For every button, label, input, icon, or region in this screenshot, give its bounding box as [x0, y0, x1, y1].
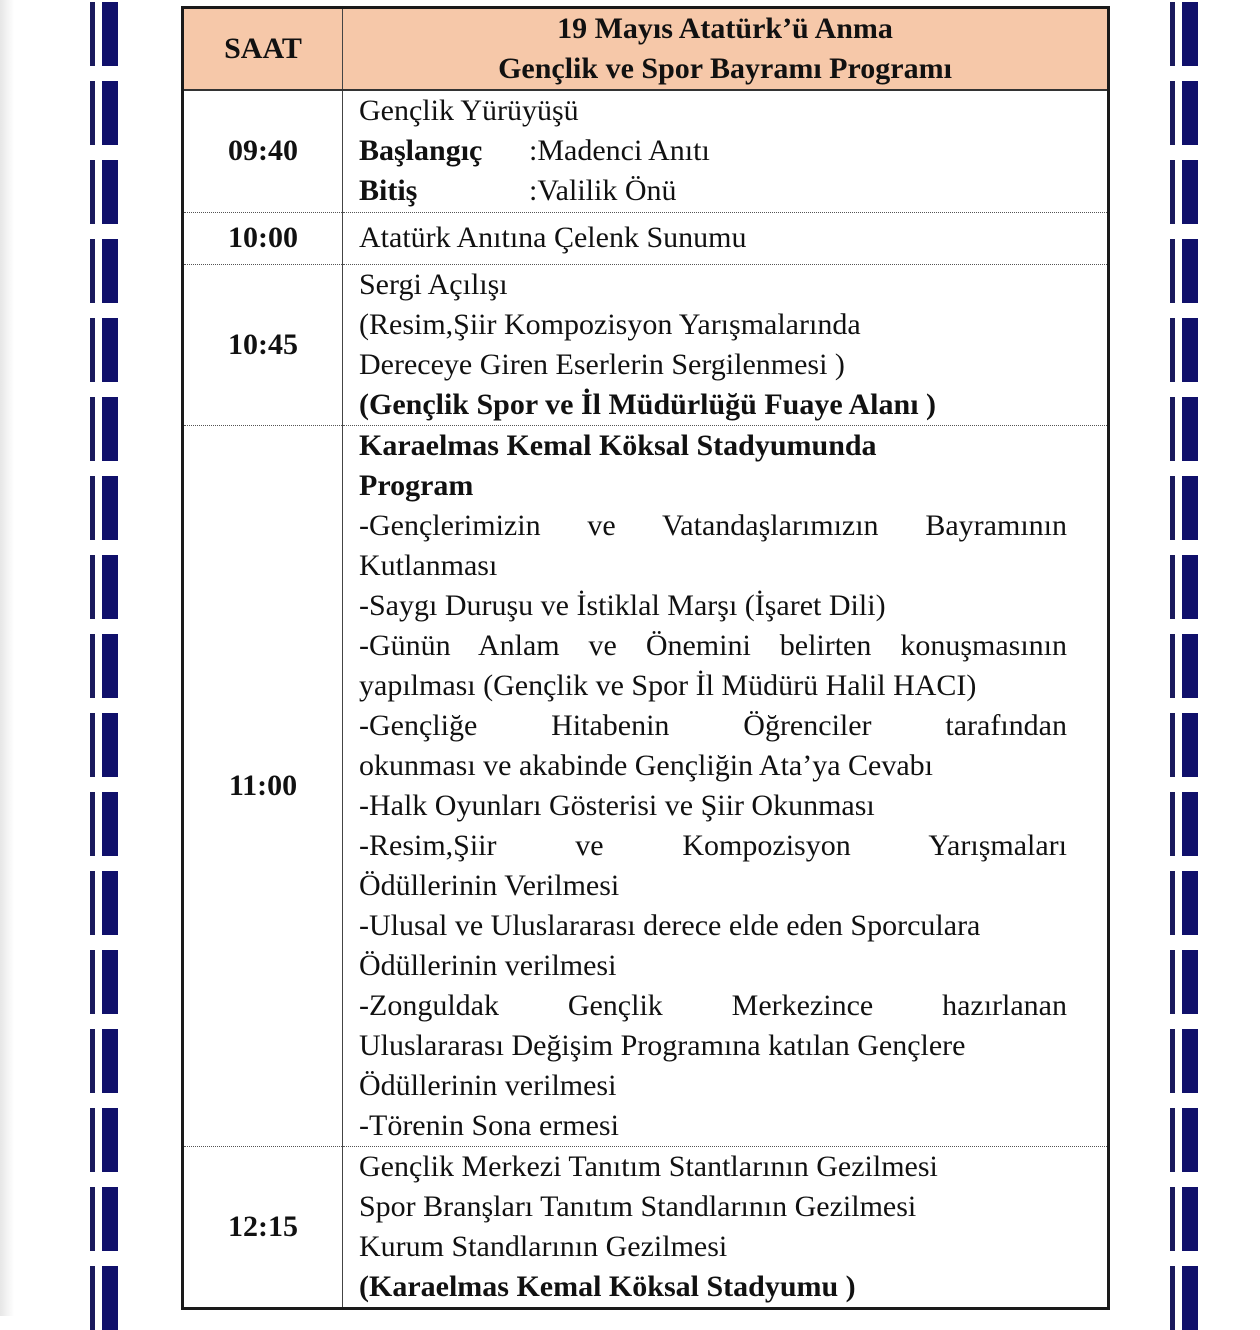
border-thin-bar: [90, 239, 95, 303]
row-line: -Halk Oyunları Gösterisi ve Şiir Okunması: [359, 788, 875, 822]
border-thin-bar: [90, 318, 95, 382]
time-cell: 12:15: [183, 1146, 343, 1308]
row-line: Kurum Standlarının Gezilmesi: [359, 1229, 728, 1263]
border-thick-bar: [1182, 950, 1198, 1014]
border-thick-bar: [102, 1029, 118, 1093]
border-thick-bar: [1182, 1029, 1198, 1093]
time-cell: 10:45: [183, 264, 343, 425]
row-line: Uluslararası Değişim Programına katılan Gençlere: [359, 1028, 966, 1062]
content-cell: [343, 90, 1109, 212]
table-header-row: [183, 8, 1109, 91]
border-thin-bar: [1170, 713, 1175, 777]
row-line: Kutlanması: [359, 548, 498, 582]
row-line: Spor Branşları Tanıtım Standlarının Gezilmesi: [359, 1189, 917, 1223]
border-segment: [1170, 555, 1200, 619]
border-thick-bar: [1182, 1108, 1198, 1172]
page-edge-shadow: [0, 0, 14, 1316]
border-thick-bar: [1182, 160, 1198, 224]
row-line: Gençlik Merkezi Tanıtım Stantlarının Gezilmesi: [359, 1149, 938, 1183]
time-cell: 11:00: [183, 425, 343, 1146]
border-thin-bar: [90, 950, 95, 1014]
border-thin-bar: [90, 792, 95, 856]
border-thick-bar: [1182, 555, 1198, 619]
border-thick-bar: [102, 792, 118, 856]
content-cell: [343, 264, 1109, 425]
border-thick-bar: [102, 1187, 118, 1251]
border-thin-bar: [90, 2, 95, 66]
content-cell: [343, 425, 1109, 1146]
border-thick-bar: [102, 476, 118, 540]
border-thin-bar: [1170, 871, 1175, 935]
border-thick-bar: [1182, 2, 1198, 66]
border-segment: [1170, 950, 1200, 1014]
end-label: Bitiş: [359, 174, 418, 208]
border-segment: [1170, 81, 1200, 145]
border-thin-bar: [90, 1187, 95, 1251]
border-thick-bar: [102, 397, 118, 461]
border-segment: [90, 239, 120, 303]
border-thin-bar: [1170, 1029, 1175, 1093]
table-row: [183, 264, 1109, 425]
border-segment: [1170, 2, 1200, 66]
border-thick-bar: [1182, 81, 1198, 145]
program-table: [181, 6, 1110, 1310]
border-segment: [90, 160, 120, 224]
border-thin-bar: [1170, 1108, 1175, 1172]
border-thin-bar: [90, 1108, 95, 1172]
border-thin-bar: [1170, 81, 1175, 145]
time-cell: 10:00: [183, 212, 343, 264]
border-segment: [90, 871, 120, 935]
row-line: yapılması (Gençlik ve Spor İl Müdürü Halil HACI): [359, 668, 977, 702]
row-line: -Günün Anlam ve Önemini belirten konuşmasının: [359, 628, 1067, 662]
border-thin-bar: [1170, 397, 1175, 461]
start-label: Başlangıç: [359, 134, 483, 168]
border-thin-bar: [1170, 792, 1175, 856]
border-segment: [1170, 318, 1200, 382]
border-segment: [1170, 792, 1200, 856]
border-thick-bar: [102, 2, 118, 66]
border-segment: [1170, 1266, 1200, 1330]
border-thick-bar: [1182, 792, 1198, 856]
border-thin-bar: [90, 1029, 95, 1093]
border-thin-bar: [1170, 1187, 1175, 1251]
border-thin-bar: [90, 634, 95, 698]
border-thick-bar: [1182, 318, 1198, 382]
start-line: [359, 131, 1067, 171]
location-line: (Gençlik Spor ve İl Müdürlüğü Fuaye Alanı ): [359, 387, 937, 421]
border-segment: [90, 81, 120, 145]
border-thick-bar: [1182, 713, 1198, 777]
border-segment: [1170, 713, 1200, 777]
border-thin-bar: [90, 1266, 95, 1330]
border-thin-bar: [90, 81, 95, 145]
row-line: Ödüllerinin verilmesi: [359, 1068, 617, 1102]
border-thick-bar: [1182, 871, 1198, 935]
border-segment: [1170, 1108, 1200, 1172]
title-line-1: 19 Mayıs Atatürk’ü Anma: [557, 12, 893, 45]
content-cell: [343, 212, 1109, 264]
border-segment: [90, 792, 120, 856]
border-segment: [90, 318, 120, 382]
border-thick-bar: [1182, 1266, 1198, 1330]
border-thin-bar: [90, 160, 95, 224]
program-title: [343, 8, 1109, 91]
border-thick-bar: [102, 1108, 118, 1172]
row-line: Dereceye Giren Eserlerin Sergilenmesi ): [359, 347, 845, 381]
row-heading: Program: [359, 468, 474, 502]
border-thick-bar: [1182, 1187, 1198, 1251]
time-cell: 09:40: [183, 90, 343, 212]
border-thin-bar: [1170, 950, 1175, 1014]
right-decorative-border: [1170, 0, 1200, 1316]
saat-header: SAAT: [183, 8, 343, 91]
border-segment: [1170, 1029, 1200, 1093]
row-line: Sergi Açılışı: [359, 267, 508, 301]
border-thin-bar: [90, 555, 95, 619]
table-row: [183, 1146, 1109, 1308]
row-line: -Törenin Sona ermesi: [359, 1108, 619, 1142]
border-segment: [90, 1108, 120, 1172]
border-thick-bar: [102, 950, 118, 1014]
border-thin-bar: [90, 397, 95, 461]
left-decorative-border: [90, 0, 120, 1316]
border-thick-bar: [102, 239, 118, 303]
border-thick-bar: [102, 871, 118, 935]
border-segment: [90, 1029, 120, 1093]
border-thick-bar: [102, 160, 118, 224]
border-thin-bar: [90, 871, 95, 935]
border-segment: [90, 555, 120, 619]
border-thin-bar: [1170, 2, 1175, 66]
border-thin-bar: [90, 713, 95, 777]
border-thick-bar: [1182, 634, 1198, 698]
border-thin-bar: [1170, 476, 1175, 540]
border-thick-bar: [102, 713, 118, 777]
border-thin-bar: [1170, 555, 1175, 619]
row-line: Ödüllerinin Verilmesi: [359, 868, 620, 902]
border-segment: [1170, 160, 1200, 224]
content-cell: [343, 1146, 1109, 1308]
row-line: okunması ve akabinde Gençliğin Ata’ya Cevabı: [359, 748, 933, 782]
border-segment: [90, 476, 120, 540]
title-line-2: Gençlik ve Spor Bayramı Programı: [498, 52, 952, 85]
row-line: Ödüllerinin verilmesi: [359, 948, 617, 982]
table-row: [183, 212, 1109, 264]
border-segment: [1170, 871, 1200, 935]
border-segment: [1170, 634, 1200, 698]
row-line: -Gençliğe Hitabenin Öğrenciler tarafından: [359, 708, 1067, 742]
border-thick-bar: [1182, 239, 1198, 303]
border-segment: [90, 397, 120, 461]
row-line: -Zonguldak Gençlik Merkezince hazırlanan: [359, 988, 1067, 1022]
border-thick-bar: [102, 1266, 118, 1330]
border-segment: [1170, 476, 1200, 540]
border-thick-bar: [102, 634, 118, 698]
location-line: (Karaelmas Kemal Köksal Stadyumu ): [359, 1269, 856, 1303]
border-segment: [1170, 397, 1200, 461]
table-row: [183, 425, 1109, 1146]
border-segment: [90, 950, 120, 1014]
row-line: -Gençlerimizin ve Vatandaşlarımızın Bayramının: [359, 508, 1067, 542]
border-thin-bar: [1170, 318, 1175, 382]
border-thick-bar: [1182, 476, 1198, 540]
border-thin-bar: [1170, 239, 1175, 303]
row-line: (Resim,Şiir Kompozisyon Yarışmalarında: [359, 307, 861, 341]
row-text: Atatürk Anıtına Çelenk Sunumu: [359, 221, 747, 254]
row-line: -Ulusal ve Uluslararası derece elde eden Sporculara: [359, 908, 981, 942]
border-segment: [90, 634, 120, 698]
border-segment: [90, 2, 120, 66]
border-thick-bar: [1182, 397, 1198, 461]
border-thin-bar: [1170, 160, 1175, 224]
border-segment: [90, 1187, 120, 1251]
row-heading: Karaelmas Kemal Köksal Stadyumunda: [359, 428, 877, 462]
row-title: Gençlik Yürüyüşü: [359, 94, 579, 128]
border-segment: [1170, 1187, 1200, 1251]
end-line: [359, 171, 1067, 211]
border-segment: [90, 713, 120, 777]
border-segment: [90, 1266, 120, 1330]
row-line: -Resim,Şiir ve Kompozisyon Yarışmaları: [359, 828, 1067, 862]
border-thick-bar: [102, 555, 118, 619]
start-value: :Madenci Anıtı: [529, 134, 710, 168]
border-thin-bar: [1170, 634, 1175, 698]
border-segment: [1170, 239, 1200, 303]
row-line: -Saygı Duruşu ve İstiklal Marşı (İşaret Dili): [359, 588, 886, 622]
table-row: [183, 90, 1109, 212]
border-thin-bar: [1170, 1266, 1175, 1330]
border-thick-bar: [102, 318, 118, 382]
border-thin-bar: [90, 476, 95, 540]
border-thick-bar: [102, 81, 118, 145]
end-value: :Valilik Önü: [529, 174, 677, 208]
